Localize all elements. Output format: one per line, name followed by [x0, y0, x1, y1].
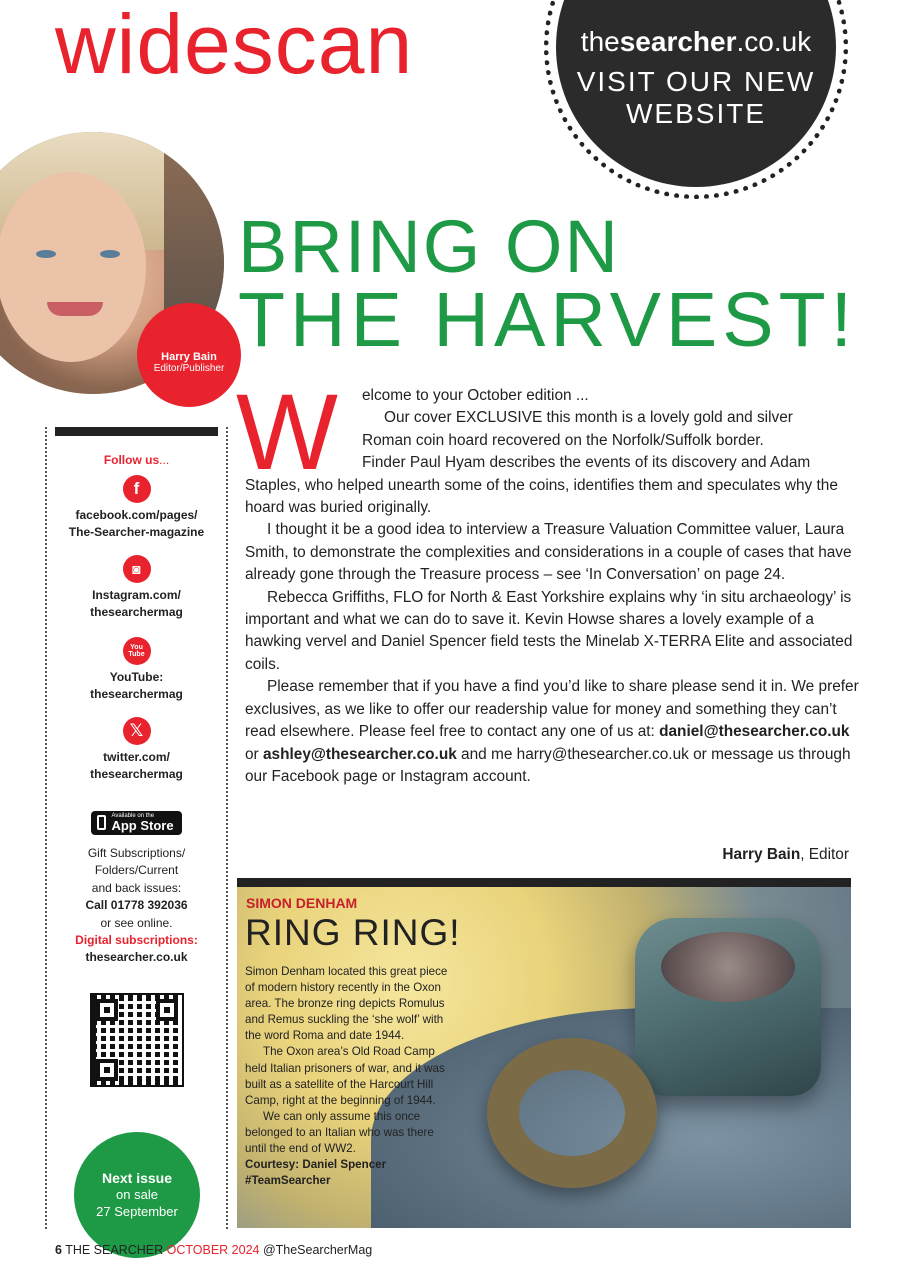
section-masthead: widescan — [55, 0, 414, 91]
twitter-url-line-2: thesearchermag — [90, 767, 183, 782]
headline — [238, 205, 858, 363]
subs-line-3: and back issues: — [91, 880, 182, 895]
instagram-url-line-2: thesearchermag — [90, 605, 183, 620]
ring-story-panel — [237, 878, 851, 1228]
subs-line-1: Gift Subscriptions/ — [87, 846, 186, 860]
ring-story-kicker: SIMON DENHAM — [246, 895, 358, 911]
editorial-para-2-rest: Staples, who helped unearth some of the coins, identifies them and speculates why the hoard was buried originally. — [245, 476, 838, 517]
app-store-small-text: Available on the — [111, 813, 155, 819]
editorial-para-2c: Finder Paul Hyam describes the events of its discovery and Adam — [362, 454, 811, 472]
qr-finder-bl — [96, 1059, 118, 1081]
youtube-icon — [123, 637, 151, 665]
drop-cap: W — [236, 371, 332, 492]
portrait-mouth — [47, 302, 103, 316]
app-store-button[interactable] — [91, 811, 181, 835]
editorial-para-3: I thought it be a good idea to interview a Treasure Valuation Committee valuer, Laura Smith, to demonstrate the complexities and considerations in a couple of cases that have already gone through the Treasure process – see ‘In Conversation’ on page 24. — [245, 521, 852, 584]
next-issue-date: 27 September — [96, 1204, 178, 1220]
editorial-para-4: Rebecca Griffiths, FLO for North & East Yorkshire explains why ‘in situ archaeology’ is important and what we can do to save it. Kevin Howse shares a lovely example of a hawking vervel and Daniel Spencer field tests the Minelab X-TERRA Elite and associated coils. — [245, 588, 853, 673]
qr-code-pattern — [96, 999, 178, 1081]
editor-role: Editor/Publisher — [153, 362, 225, 374]
ring-para-2: The Oxon area’s Old Road Camp held Italian prisoners of war, and it was built as a satellite of the Harcourt Hill Camp, right at the beginning of 1944. — [245, 1045, 445, 1107]
qr-code-wrap — [47, 993, 226, 1092]
youtube-icon-text-1: You — [130, 644, 143, 651]
visit-website-text — [577, 66, 816, 129]
signoff-name: Harry Bain — [722, 846, 801, 863]
app-store-big-text: App Store — [111, 818, 174, 833]
instagram-link[interactable] — [47, 555, 226, 622]
subs-line-2: Folders/Current — [94, 863, 179, 878]
app-store-badge[interactable] — [47, 811, 226, 835]
instagram-icon: ◙ — [123, 555, 151, 583]
editor-name: Harry Bain — [161, 350, 217, 363]
x-twitter-icon: 𝕏 — [123, 717, 151, 745]
app-store-text — [111, 813, 173, 832]
band-ring-photo — [487, 1038, 657, 1188]
editorial-para-1: elcome to your October edition ... — [362, 387, 589, 404]
follow-sidebar — [45, 427, 228, 1229]
footer-publication: THE SEARCHER — [61, 1243, 167, 1257]
footer-issue: OCTOBER 2024 — [166, 1243, 260, 1257]
digital-subs-site[interactable]: thesearcher.co.uk — [85, 950, 188, 965]
phone-icon — [97, 815, 106, 830]
twitter-link[interactable] — [47, 717, 226, 784]
ring-panel-top-rule — [237, 878, 851, 887]
visit-line-1: VISIT OUR NEW — [576, 66, 816, 98]
signoff-role: , Editor — [800, 846, 849, 863]
qr-finder-tr — [156, 999, 178, 1021]
ring-story-body — [245, 964, 450, 1189]
editor-badge — [137, 303, 241, 407]
website-url — [581, 26, 811, 58]
follow-us-heading — [47, 452, 226, 469]
editorial-para-5b: and me harry@thesearcher.co.uk or message us through our Facebook page or Instagram account. — [245, 745, 851, 785]
digital-subs-label: Digital subscriptions: — [75, 932, 198, 947]
facebook-icon: f — [123, 475, 151, 503]
ring-story-title: RING RING! — [245, 912, 461, 953]
headline-line-1: BRING ON — [238, 205, 620, 288]
website-badge[interactable] — [544, 0, 848, 199]
ring-hashtag: #TeamSearcher — [245, 1174, 331, 1188]
youtube-link[interactable] — [47, 637, 226, 704]
youtube-label: YouTube: — [109, 670, 164, 684]
portrait-eye-left — [36, 250, 56, 258]
next-issue-badge — [74, 1132, 200, 1258]
subs-or-online: or see online. — [100, 915, 173, 930]
editorial-para-5a: Please remember that if you have a find you’d like to share please send it in. We prefer exclusives, as we like to offer our readership value for money and something they can’t read elsewhere. Please feel free to contact any one of us at: — [245, 678, 859, 741]
ring-bezel — [661, 932, 795, 1002]
subs-phone[interactable]: Call 01778 392036 — [85, 898, 188, 913]
website-badge-inner — [556, 0, 836, 187]
editorial-body — [245, 385, 860, 788]
next-issue-title: Next issue — [101, 1170, 173, 1187]
follow-us-ellipsis: ... — [159, 453, 170, 467]
ring-para-3: We can only assume this once belonged to an Italian who was there until the end of WW2. — [245, 1109, 434, 1156]
editorial-para-5 — [245, 676, 860, 788]
facebook-url-line-1: facebook.com/pages/ — [75, 508, 198, 522]
editorial-or: or — [245, 745, 263, 763]
youtube-handle: thesearchermag — [90, 687, 183, 702]
website-url-suffix: .co.uk — [736, 26, 812, 58]
next-issue-on-sale: on sale — [116, 1187, 158, 1203]
website-url-bold: searcher — [619, 26, 737, 58]
portrait-face — [0, 172, 146, 362]
footer-handle: @TheSearcherMag — [259, 1243, 373, 1257]
email-daniel[interactable]: daniel@thesearcher.co.uk — [659, 723, 850, 741]
subscriptions-info — [47, 845, 226, 967]
editorial-para-2a: Our cover EXCLUSIVE this month is a lovely gold and silver — [384, 409, 793, 427]
editorial-para-2b: Roman coin hoard recovered on the Norfolk/Suffolk border. — [362, 431, 764, 449]
qr-code[interactable] — [90, 993, 184, 1087]
headline-line-2: THE HARVEST! — [238, 277, 858, 363]
ring-para-1: Simon Denham located this great piece of modern history recently in the Oxon area. The bronze ring depicts Romulus and Remus suckling the ‘she wolf’ with the word Roma and date 1944. — [245, 965, 448, 1043]
sidebar-top-rule — [55, 427, 218, 436]
portrait-eye-right — [100, 250, 120, 258]
youtube-icon-text-2: Tube — [128, 651, 145, 658]
website-url-prefix: the — [580, 26, 620, 58]
instagram-url-line-1: Instagram.com/ — [92, 588, 181, 602]
visit-line-2: WEBSITE — [625, 97, 766, 129]
qr-finder-tl — [96, 999, 118, 1021]
facebook-link[interactable] — [47, 475, 226, 542]
page-footer — [55, 1243, 372, 1257]
follow-us-label: Follow us — [103, 453, 160, 467]
signet-ring-photo — [635, 918, 821, 1096]
page-number: 6 — [55, 1243, 62, 1257]
email-ashley[interactable]: ashley@thesearcher.co.uk — [262, 745, 457, 763]
ring-credit: Courtesy: Daniel Spencer — [245, 1158, 387, 1172]
signoff — [722, 846, 849, 864]
twitter-url-line-1: twitter.com/ — [103, 750, 170, 764]
facebook-url-line-2: The-Searcher-magazine — [68, 525, 205, 540]
